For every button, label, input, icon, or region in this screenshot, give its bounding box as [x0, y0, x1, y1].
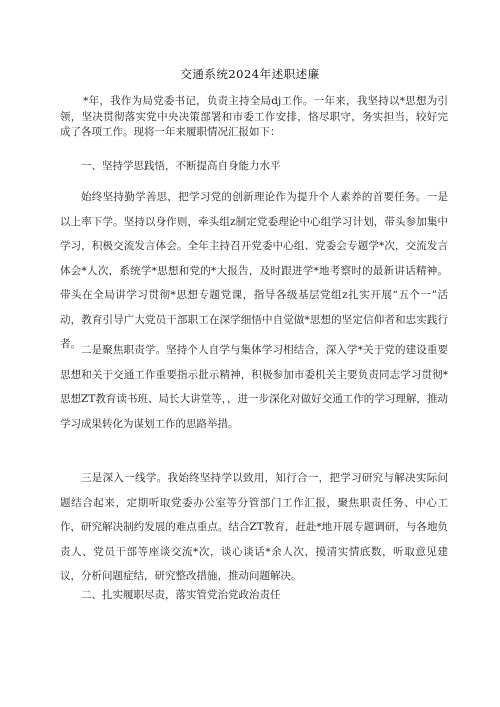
paragraph-2: 二是聚焦职责学。坚持个人自学与集体学习相结合，深入学*关于党的建设重要思想和关于交通工作重要指示批示精神，积极参加市委机关主要负责同志学习贯彻*思想ZT教育读书班、局长大讲堂等，，进一步深化对做好交通工作的学习理解，推动学习成果转化为谋划工作的思路举措。 [60, 344, 448, 430]
section-heading-1: 一、坚持学思践悟，不断提高自身能力水平 [81, 160, 281, 172]
section-heading-2: 二、扎实履职尽责，落实管党治党政治责任 [81, 589, 281, 601]
paragraph-3: 三是深入一线学。我始终坚持学以致用，知行合一，把学习研究与解决实际问题结合起来，定期听取党委办公室等分管部门工作汇报，聚焦职责任务、中心工作，研究解决制约发展的难点重点。结合ZT教育，赶赴*地开展专题调研，与各地负责人、党员干部等座谈交流*次，谈心谈话*余人次，摸清实情底数，听取意见建议，分析问题症结，研究整改措施，推动问题解决。 [60, 472, 448, 582]
paragraph-1: 始终坚持勤学善思，把学习党的创新理论作为提升个人素养的首要任务。一是以上率下学。坚持以身作则，牵头组z制定党委理论中心组学习计划，带头参加集中学习，积极交流发言体会。全年主持召开党委中心组、党委会专题学*次，交流发言体会*人次，系统学*思想和党的*大报告，及时跟进学*地考察时的最新讲话精神。带头在全局讲学习贯彻*思想专题党课，指导各级基层党组z扎实开展“五个一”活动，教育引导广大党员干部职工在深学细悟中自觉做*思想的坚定信仰者和忠实践行者。 [60, 191, 448, 350]
intro-paragraph: *年，我作为局党委书记，负责主持全局dj工作。一年来，我坚持以*思想为引领，坚决贯彻落实党中央决策部署和市委工作安排，恪尽职守，务实担当，较好完成了各项工作。现将一年来履职情况汇报如下： [60, 95, 448, 138]
document-title: 交通系统2024年述职述廉 [180, 67, 320, 81]
